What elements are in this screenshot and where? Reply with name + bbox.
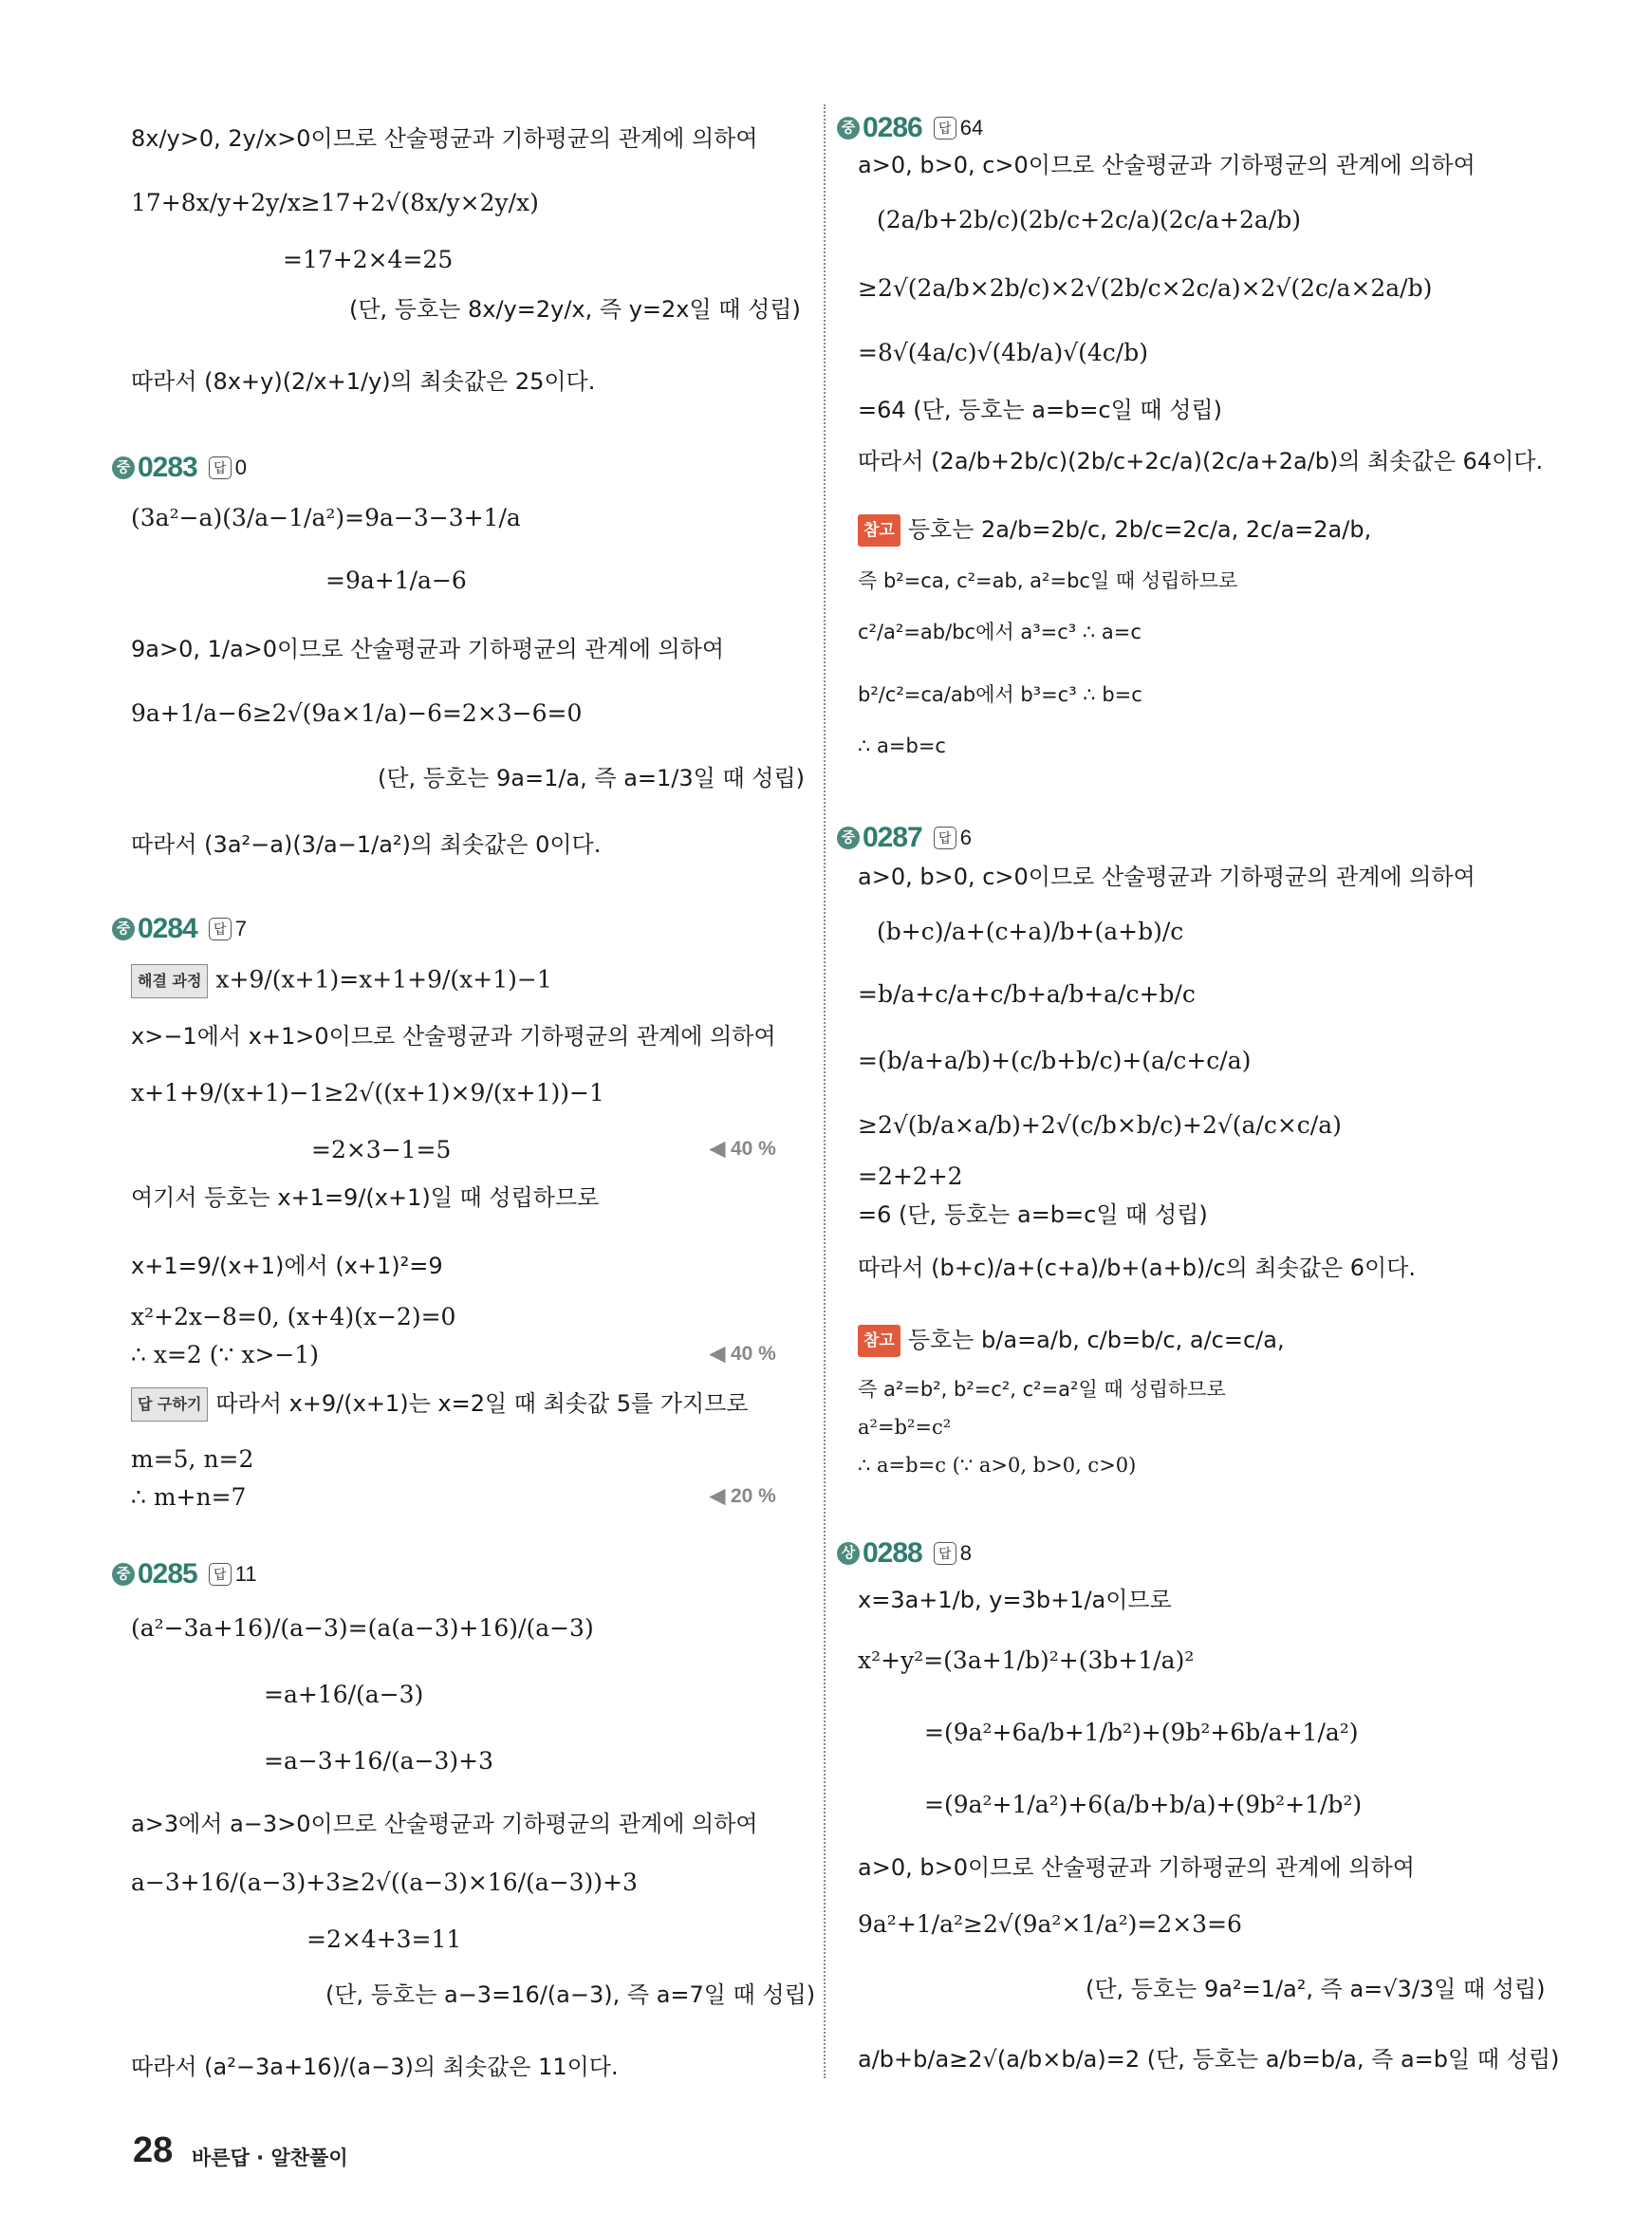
solution-line: a>0, b>0이므로 산술평균과 기하평균의 관계에 의하여 xyxy=(858,1854,1415,1881)
score-indicator: ◀ 40 % xyxy=(710,1138,776,1160)
answer-mark: 답 xyxy=(934,117,956,139)
solution-line: =2×4+3=11 xyxy=(306,1925,462,1953)
solution-line: =a+16/(a−3) xyxy=(264,1681,424,1708)
solution-line: =6 (단, 등호는 a=b=c일 때 성립) xyxy=(858,1201,1208,1228)
score-indicator: ◀ 20 % xyxy=(710,1485,776,1507)
step-tag: 답 구하기 xyxy=(131,1387,208,1422)
solution-line: =b/a+c/a+c/b+a/b+a/c+b/c xyxy=(858,980,1196,1008)
answer-value: 7 xyxy=(234,917,247,940)
solution-line: =a−3+16/(a−3)+3 xyxy=(264,1747,494,1775)
problem-header-0283 xyxy=(112,452,247,484)
problem-number: 0285 xyxy=(138,1558,197,1590)
solution-line: (단, 등호는 a−3=16/(a−3), 즉 a=7일 때 성립) xyxy=(325,1981,816,2008)
answer-value: 8 xyxy=(959,1541,972,1565)
solution-line: a/b+b/a≥2√(a/b×b/a)=2 (단, 등호는 a/b=b/a, 즉 a=b일 때 성립) xyxy=(858,2046,1560,2073)
reference-line: b²/c²=ca/ab에서 b³=c³ ∴ b=c xyxy=(858,683,1142,706)
level-badge: 중 xyxy=(837,117,860,139)
solution-line: 9a>0, 1/a>0이므로 산술평균과 기하평균의 관계에 의하여 xyxy=(131,636,725,662)
problem-number: 0286 xyxy=(863,112,922,143)
solution-line: 9a²+1/a²≥2√(9a²×1/a²)=2×3=6 xyxy=(858,1910,1242,1938)
reference-line xyxy=(858,514,1371,547)
problem-number: 0283 xyxy=(138,452,197,483)
solution-text: x+9/(x+1)=x+1+9/(x+1)−1 xyxy=(215,965,552,994)
reference-line: 즉 a²=b², b²=c², c²=a²일 때 성립하므로 xyxy=(858,1378,1226,1401)
reference-line xyxy=(858,1325,1285,1357)
solution-line: =9a+1/a−6 xyxy=(325,567,467,594)
answer-value: 6 xyxy=(959,826,972,849)
level-badge: 상 xyxy=(837,1542,860,1565)
solution-line: ∴ m+n=7 xyxy=(131,1483,247,1511)
solution-line: (3a²−a)(3/a−1/a²)=9a−3−3+1/a xyxy=(131,504,521,531)
solution-line: 9a+1/a−6≥2√(9a×1/a)−6=2×3−6=0 xyxy=(131,699,583,727)
answer-mark: 답 xyxy=(209,456,232,479)
solution-line: ≥2√(b/a×a/b)+2√(c/b×b/c)+2√(a/c×c/a) xyxy=(858,1111,1342,1139)
column-divider xyxy=(824,104,826,2078)
solution-line: x>−1에서 x+1>0이므로 산술평균과 기하평균의 관계에 의하여 xyxy=(131,1023,776,1050)
answer-mark: 답 xyxy=(934,827,956,849)
step-tag: 해결 과정 xyxy=(131,964,208,998)
reference-tag: 참고 xyxy=(858,514,900,547)
solution-line: =(9a²+1/a²)+6(a/b+b/a)+(9b²+1/b²) xyxy=(924,1791,1363,1818)
level-badge: 중 xyxy=(837,827,860,849)
solution-line: 따라서 (2a/b+2b/c)(2b/c+2c/a)(2c/a+2a/b)의 최솟값은 64이다. xyxy=(858,448,1544,474)
level-badge: 중 xyxy=(112,456,135,479)
solution-line: a>0, b>0, c>0이므로 산술평균과 기하평균의 관계에 의하여 xyxy=(858,152,1476,178)
level-badge: 중 xyxy=(112,918,135,940)
solution-line: (a²−3a+16)/(a−3)=(a(a−3)+16)/(a−3) xyxy=(131,1614,594,1642)
solution-line: =(b/a+a/b)+(c/b+b/c)+(a/c+c/a) xyxy=(858,1047,1252,1074)
solution-line: 따라서 (8x+y)(2/x+1/y)의 최솟값은 25이다. xyxy=(131,368,596,395)
solution-line: x²+y²=(3a+1/b)²+(3b+1/a)² xyxy=(858,1646,1195,1674)
answer-mark: 답 xyxy=(934,1542,956,1565)
solution-line: a>3에서 a−3>0이므로 산술평균과 기하평균의 관계에 의하여 xyxy=(131,1811,758,1837)
solution-line: =8√(4a/c)√(4b/a)√(4c/b) xyxy=(858,339,1148,366)
reference-line: 즉 b²=ca, c²=ab, a²=bc일 때 성립하므로 xyxy=(858,569,1238,592)
solution-line: =2+2+2 xyxy=(858,1162,963,1190)
solution-line: (단, 등호는 9a=1/a, 즉 a=1/3일 때 성립) xyxy=(378,765,806,791)
problem-header-0288 xyxy=(837,1537,972,1570)
page-number: 28 xyxy=(133,2130,174,2170)
solution-line: (b+c)/a+(c+a)/b+(a+b)/c xyxy=(877,918,1184,945)
answer-value: 64 xyxy=(959,116,984,139)
solution-line: (단, 등호는 8x/y=2y/x, 즉 y=2x일 때 성립) xyxy=(349,296,801,323)
solution-line: x=3a+1/b, y=3b+1/a이므로 xyxy=(858,1587,1172,1613)
solution-line: x+1=9/(x+1)에서 (x+1)²=9 xyxy=(131,1253,443,1279)
solution-line: 따라서 (a²−3a+16)/(a−3)의 최솟값은 11이다. xyxy=(131,2054,619,2080)
solution-line: a−3+16/(a−3)+3≥2√((a−3)×16/(a−3))+3 xyxy=(131,1869,638,1896)
solution-line: =64 (단, 등호는 a=b=c일 때 성립) xyxy=(858,397,1222,423)
solution-line: 8x/y>0, 2y/x>0이므로 산술평균과 기하평균의 관계에 의하여 xyxy=(131,125,758,152)
problem-header-0285 xyxy=(112,1558,257,1590)
solution-line: =17+2×4=25 xyxy=(283,246,454,273)
answer-value: 11 xyxy=(234,1562,257,1586)
reference-line: c²/a²=ab/bc에서 a³=c³ ∴ a=c xyxy=(858,621,1142,643)
solution-line: (단, 등호는 9a²=1/a², 즉 a=√3/3일 때 성립) xyxy=(1086,1976,1546,2002)
solution-line: (2a/b+2b/c)(2b/c+2c/a)(2c/a+2a/b) xyxy=(877,206,1301,233)
problem-header-0286 xyxy=(837,112,983,144)
solution-line: =(9a²+6a/b+1/b²)+(9b²+6b/a+1/a²) xyxy=(924,1719,1359,1746)
problem-header-0287 xyxy=(837,822,972,854)
solution-line: 따라서 (3a²−a)(3/a−1/a²)의 최솟값은 0이다. xyxy=(131,831,602,858)
problem-number: 0284 xyxy=(138,913,197,944)
level-badge: 중 xyxy=(112,1563,135,1586)
reference-line: a²=b²=c² xyxy=(858,1416,952,1439)
reference-text: 등호는 b/a=a/b, c/b=b/c, a/c=c/a, xyxy=(907,1327,1285,1353)
problem-number: 0288 xyxy=(863,1537,922,1569)
reference-line: ∴ a=b=c xyxy=(858,735,946,757)
footer-title: 바른답 · 알찬풀이 xyxy=(192,2147,348,2169)
solution-line: =2×3−1=5 xyxy=(311,1136,452,1163)
solution-line: ≥2√(2a/b×2b/c)×2√(2b/c×2c/a)×2√(2c/a×2a/b) xyxy=(858,274,1433,302)
answer-value: 0 xyxy=(234,456,247,479)
solution-line: a>0, b>0, c>0이므로 산술평균과 기하평균의 관계에 의하여 xyxy=(858,864,1476,890)
reference-line: ∴ a=b=c (∵ a>0, b>0, c>0) xyxy=(858,1454,1137,1477)
reference-text: 등호는 2a/b=2b/c, 2b/c=2c/a, 2c/a=2a/b, xyxy=(907,516,1372,543)
solution-line: x+1+9/(x+1)−1≥2√((x+1)×9/(x+1))−1 xyxy=(131,1079,604,1106)
problem-number: 0287 xyxy=(863,822,922,853)
answer-mark: 답 xyxy=(209,918,232,940)
solution-line: 17+8x/y+2y/x≥17+2√(8x/y×2y/x) xyxy=(131,189,539,216)
reference-tag: 참고 xyxy=(858,1325,900,1357)
problem-header-0284 xyxy=(112,913,247,945)
solution-text: 따라서 x+9/(x+1)는 x=2일 때 최솟값 5를 가지므로 xyxy=(215,1390,749,1417)
solution-line: m=5, n=2 xyxy=(131,1445,254,1473)
solution-line: 여기서 등호는 x+1=9/(x+1)일 때 성립하므로 xyxy=(131,1184,600,1211)
solution-line xyxy=(131,1387,749,1422)
solution-line: x²+2x−8=0, (x+4)(x−2)=0 xyxy=(131,1303,456,1330)
score-indicator: ◀ 40 % xyxy=(710,1343,776,1365)
answer-mark: 답 xyxy=(209,1563,232,1586)
solution-line xyxy=(131,964,552,998)
solution-line: ∴ x=2 (∵ x>−1) xyxy=(131,1341,320,1368)
solution-line: 따라서 (b+c)/a+(c+a)/b+(a+b)/c의 최솟값은 6이다. xyxy=(858,1255,1417,1281)
